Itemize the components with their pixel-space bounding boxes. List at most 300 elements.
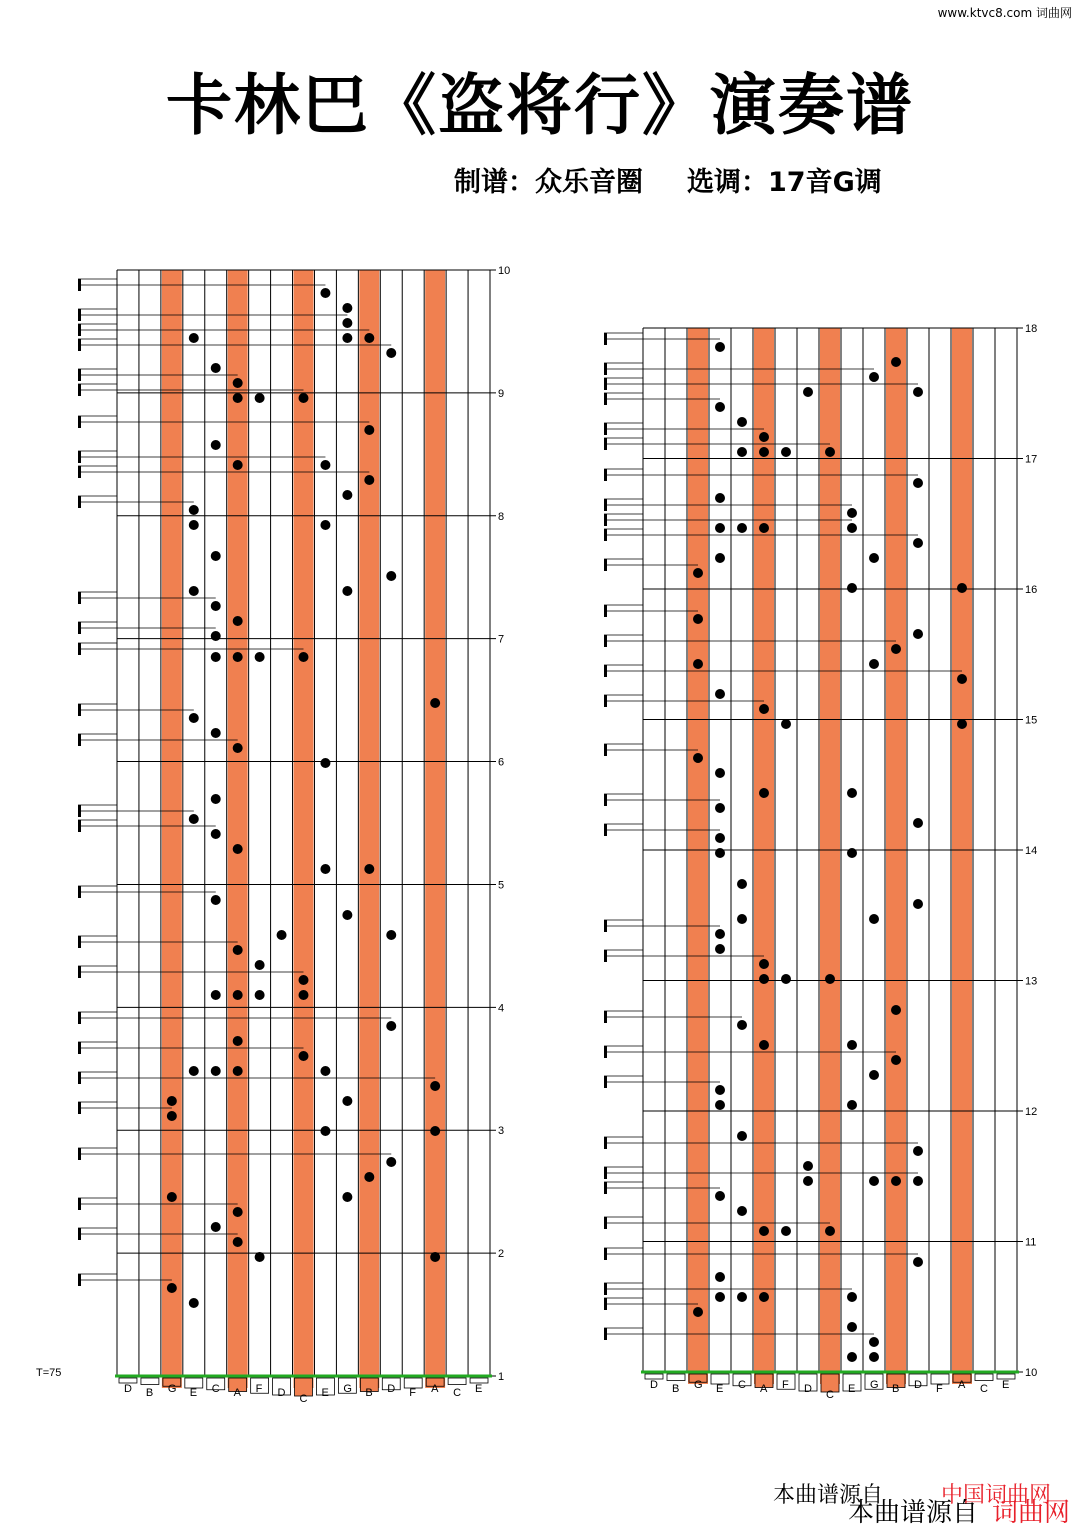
right-staff-rhythm-mark: [604, 635, 607, 647]
right-staff-note-dot: [737, 1206, 747, 1216]
left-staff-note-dot: [233, 743, 243, 753]
left-staff-note-dot: [233, 945, 243, 955]
left-staff-measure-number: 1: [498, 1371, 505, 1383]
right-staff-note-dot: [715, 402, 725, 412]
left-staff-rhythm-mark: [78, 622, 81, 634]
right-staff-measure-number: 18: [1025, 323, 1038, 335]
left-staff-measure-number: 5: [498, 879, 505, 892]
right-staff-rhythm-mark: [604, 695, 607, 707]
left-staff-note-dot: [364, 333, 374, 343]
left-staff-key-letter: C: [453, 1387, 462, 1399]
right-staff-note-dot: [781, 974, 791, 984]
left-staff-note-dot: [364, 1172, 374, 1182]
right-staff-note-dot: [891, 1176, 901, 1186]
right-staff-key-letter: B: [672, 1383, 680, 1395]
left-staff-note-dot: [342, 303, 352, 313]
left-staff-note-dot: [211, 652, 221, 662]
left-staff-note-dot: [233, 652, 243, 662]
left-staff-rhythm-mark: [78, 805, 81, 817]
left-staff-note-dot: [320, 1126, 330, 1136]
right-staff-note-dot: [803, 387, 813, 397]
left-staff-key-tip: [141, 1378, 159, 1385]
left-staff-key-tip: [448, 1378, 466, 1385]
right-staff-note-dot: [803, 1176, 813, 1186]
right-staff-rhythm-mark: [604, 1328, 607, 1340]
left-staff-rhythm-mark: [78, 1148, 81, 1160]
left-staff-rhythm-mark: [78, 324, 81, 336]
right-staff-note-dot: [825, 1226, 835, 1236]
left-staff-highlight-tine: [359, 270, 379, 1388]
right-staff-note-dot: [759, 432, 769, 442]
right-staff-rhythm-mark: [604, 1298, 607, 1310]
left-staff-highlight-tine: [228, 270, 248, 1388]
left-staff-rhythm-mark: [78, 369, 81, 381]
left-staff-note-dot: [255, 393, 265, 403]
source-site-link[interactable]: 词曲网: [992, 1498, 1071, 1528]
left-staff-rhythm-mark: [78, 451, 81, 463]
page-title: 卡林巴《盗将行》演奏谱: [166, 67, 914, 144]
left-staff-note-dot: [211, 363, 221, 373]
left-staff-note-dot: [299, 393, 309, 403]
left-staff-note-dot: [233, 1066, 243, 1076]
left-staff-note-dot: [211, 1066, 221, 1076]
right-staff-note-dot: [759, 523, 769, 533]
right-staff-note-dot: [957, 583, 967, 593]
right-staff-key-letter: D: [650, 1379, 658, 1391]
source-ghost-text: 本曲谱源自: [773, 1483, 884, 1508]
right-staff-note-dot: [737, 1131, 747, 1141]
right-staff-key-tip: [975, 1374, 993, 1381]
right-staff-note-dot: [715, 689, 725, 699]
right-staff-note-dot: [913, 818, 923, 828]
left-staff-note-dot: [386, 571, 396, 581]
right-staff-key-letter: B: [892, 1383, 900, 1395]
left-staff-key-letter: F: [255, 1383, 263, 1395]
left-staff-note-dot: [342, 490, 352, 500]
left-staff-note-dot: [299, 1051, 309, 1061]
left-staff-note-dot: [320, 1066, 330, 1076]
key-selection: 选调：17音G调: [687, 167, 882, 198]
left-staff-rhythm-mark: [78, 384, 81, 396]
right-staff-key-letter: F: [782, 1379, 789, 1391]
right-staff-note-dot: [913, 1176, 923, 1186]
left-staff-note-dot: [233, 616, 243, 626]
right-staff-note-dot: [869, 553, 879, 563]
left-staff-note-dot: [342, 318, 352, 328]
right-staff-note-dot: [715, 553, 725, 563]
right-staff-note-dot: [715, 944, 725, 954]
left-staff-note-dot: [211, 1222, 221, 1232]
left-staff-note-dot: [189, 1066, 199, 1076]
right-staff-note-dot: [913, 629, 923, 639]
right-staff-note-dot: [715, 1272, 725, 1282]
tempo-marking: T=75: [36, 1367, 62, 1379]
right-staff-note-dot: [759, 1292, 769, 1302]
right-staff-note-dot: [737, 1292, 747, 1302]
left-staff-key-letter: D: [387, 1383, 396, 1395]
left-staff-key-letter: D: [277, 1387, 286, 1399]
right-staff-rhythm-mark: [604, 950, 607, 962]
right-staff-rhythm-mark: [604, 1076, 607, 1088]
left-staff-key-letter: C: [299, 1393, 308, 1405]
left-staff-note-dot: [167, 1192, 177, 1202]
right-staff-note-dot: [715, 342, 725, 352]
left-staff-note-dot: [189, 713, 199, 723]
right-staff-note-dot: [715, 1191, 725, 1201]
left-staff-note-dot: [211, 895, 221, 905]
left-staff-measure-number: 2: [498, 1248, 505, 1261]
left-staff-key-letter: C: [211, 1383, 220, 1395]
right-staff-note-dot: [781, 719, 791, 729]
right-staff-note-dot: [847, 1040, 857, 1050]
right-staff-key-letter: E: [716, 1383, 724, 1395]
left-staff-rhythm-mark: [78, 309, 81, 321]
right-staff-note-dot: [825, 974, 835, 984]
left-staff-note-dot: [211, 794, 221, 804]
right-staff-note-dot: [693, 1307, 703, 1317]
right-staff-note-dot: [715, 803, 725, 813]
right-staff-note-dot: [737, 914, 747, 924]
right-staff-key-letter: E: [1002, 1379, 1010, 1391]
right-staff-note-dot: [759, 959, 769, 969]
right-staff-measure-number: 14: [1025, 845, 1038, 857]
right-staff-note-dot: [869, 372, 879, 382]
right-staff-note-dot: [693, 614, 703, 624]
right-staff-rhythm-mark: [604, 423, 607, 435]
left-staff-note-dot: [277, 930, 287, 940]
right-staff-rhythm-mark: [604, 378, 607, 390]
left-staff-note-dot: [386, 348, 396, 358]
left-staff-rhythm-mark: [78, 466, 81, 478]
right-staff-note-dot: [715, 523, 725, 533]
right-staff-note-dot: [847, 788, 857, 798]
left-staff-note-dot: [364, 425, 374, 435]
right-staff-note-dot: [869, 1337, 879, 1347]
left-staff-note-dot: [342, 910, 352, 920]
maker-credit: 制谱：众乐音圈: [454, 167, 643, 198]
left-staff-rhythm-mark: [78, 1072, 81, 1084]
right-staff-rhythm-mark: [604, 744, 607, 756]
left-staff-measure-number: 9: [498, 387, 505, 400]
right-staff-note-dot: [891, 1055, 901, 1065]
right-staff-rhythm-mark: [604, 665, 607, 677]
right-staff-rhythm-mark: [604, 529, 607, 541]
right-staff-measure-number: 17: [1025, 453, 1038, 466]
right-staff-key-letter: C: [738, 1379, 746, 1391]
left-staff-note-dot: [211, 551, 221, 561]
right-staff-note-dot: [737, 523, 747, 533]
left-staff-note-dot: [299, 975, 309, 985]
left-staff-note-dot: [211, 631, 221, 641]
right-staff-note-dot: [913, 1146, 923, 1156]
source-notice: [848, 1492, 1070, 1529]
right-staff-key-letter: A: [760, 1383, 768, 1395]
right-staff-rhythm-mark: [604, 794, 607, 806]
right-staff-note-dot: [913, 478, 923, 488]
right-staff-note-dot: [869, 1352, 879, 1362]
left-staff-note-dot: [342, 333, 352, 343]
right-staff-note-dot: [847, 848, 857, 858]
left-staff-measure-number: 8: [498, 510, 505, 523]
right-staff-note-dot: [957, 719, 967, 729]
left-staff-note-dot: [320, 288, 330, 298]
right-staff-rhythm-mark: [604, 1046, 607, 1058]
right-staff-key-letter: A: [958, 1379, 966, 1391]
right-staff-key-letter: G: [870, 1379, 879, 1391]
left-staff-rhythm-mark: [78, 1042, 81, 1054]
right-staff-key-letter: D: [914, 1379, 922, 1391]
left-staff-note-dot: [189, 586, 199, 596]
left-staff-note-dot: [167, 1283, 177, 1293]
left-staff-key-letter: E: [321, 1387, 329, 1399]
right-staff-rhythm-mark: [604, 514, 607, 526]
left-staff-rhythm-mark: [78, 936, 81, 948]
left-staff-key-letter: D: [123, 1383, 132, 1395]
right-staff-note-dot: [847, 508, 857, 518]
right-staff-note-dot: [715, 493, 725, 503]
left-staff-note-dot: [255, 652, 265, 662]
left-staff-rhythm-mark: [78, 1274, 81, 1286]
right-staff-rhythm-mark: [604, 363, 607, 375]
left-staff-note-dot: [430, 1252, 440, 1262]
right-staff-note-dot: [715, 1085, 725, 1095]
left-staff-note-dot: [233, 378, 243, 388]
left-staff-key-letter: G: [343, 1383, 352, 1395]
right-staff-rhythm-mark: [604, 1182, 607, 1194]
left-staff-key-letter: F: [409, 1387, 416, 1399]
left-staff-note-dot: [233, 460, 243, 470]
source-ghost-site: 中国词曲网: [941, 1483, 1052, 1508]
left-staff-rhythm-mark: [78, 704, 81, 716]
right-staff-rhythm-mark: [604, 438, 607, 450]
right-staff-note-dot: [693, 659, 703, 669]
right-staff-note-dot: [715, 833, 725, 843]
right-staff-rhythm-mark: [604, 1167, 607, 1179]
right-staff-measure-number: 13: [1025, 975, 1038, 988]
left-staff-note-dot: [255, 1252, 265, 1262]
right-staff-rhythm-mark: [604, 469, 607, 481]
right-staff-measure-number: 10: [1025, 1367, 1038, 1379]
right-staff-note-dot: [781, 1226, 791, 1236]
right-staff-rhythm-mark: [604, 1217, 607, 1229]
left-staff-note-dot: [167, 1111, 177, 1121]
left-staff-note-dot: [211, 601, 221, 611]
left-staff-note-dot: [233, 1207, 243, 1217]
right-staff-note-dot: [847, 1352, 857, 1362]
right-staff-note-dot: [781, 447, 791, 457]
right-staff-note-dot: [759, 704, 769, 714]
right-staff-note-dot: [715, 768, 725, 778]
left-staff-key-letter: E: [475, 1383, 483, 1395]
left-staff-note-dot: [167, 1096, 177, 1106]
right-staff-note-dot: [913, 538, 923, 548]
left-staff-note-dot: [233, 990, 243, 1000]
left-staff-key-letter: E: [189, 1387, 198, 1399]
left-staff-rhythm-mark: [78, 1198, 81, 1210]
left-staff-rhythm-mark: [78, 496, 81, 508]
right-staff-key-letter: C: [826, 1389, 834, 1401]
left-staff-highlight-tine: [294, 270, 314, 1388]
right-staff-key-letter: F: [936, 1383, 943, 1395]
left-staff-note-dot: [430, 698, 440, 708]
right-staff-highlight-tine: [952, 328, 972, 1384]
left-staff-key-letter: A: [431, 1383, 439, 1395]
left-staff-note-dot: [320, 864, 330, 874]
right-staff-note-dot: [737, 417, 747, 427]
left-staff-key-letter: A: [233, 1387, 242, 1399]
left-staff-note-dot: [342, 1096, 352, 1106]
right-staff-measure-number: 12: [1025, 1106, 1038, 1118]
right-staff-note-dot: [957, 674, 967, 684]
right-staff-note-dot: [737, 879, 747, 889]
left-staff-measure-number: 3: [498, 1125, 505, 1138]
left-staff-note-dot: [189, 333, 199, 343]
right-staff-note-dot: [869, 659, 879, 669]
left-staff-note-dot: [233, 844, 243, 854]
left-staff-rhythm-mark: [78, 966, 81, 978]
right-staff-note-dot: [715, 848, 725, 858]
right-staff-measure-number: 15: [1025, 714, 1038, 727]
left-staff-note-dot: [189, 505, 199, 515]
left-staff-note-dot: [430, 1081, 440, 1091]
right-staff-rhythm-mark: [604, 333, 607, 345]
left-staff-rhythm-mark: [78, 592, 81, 604]
left-staff-note-dot: [299, 652, 309, 662]
right-staff-note-dot: [803, 1161, 813, 1171]
right-staff-key-letter: G: [694, 1379, 703, 1391]
left-staff-note-dot: [211, 990, 221, 1000]
left-staff-rhythm-mark: [78, 643, 81, 655]
right-staff-note-dot: [891, 357, 901, 367]
left-staff-note-dot: [255, 990, 265, 1000]
right-staff-note-dot: [759, 447, 769, 457]
right-staff-note-dot: [737, 447, 747, 457]
left-staff-key-letter: B: [145, 1387, 154, 1399]
right-staff-rhythm-mark: [604, 393, 607, 405]
right-staff-note-dot: [913, 899, 923, 909]
right-staff-highlight-tine: [754, 328, 774, 1384]
right-staff-note-dot: [891, 1005, 901, 1015]
left-staff-rhythm-mark: [78, 734, 81, 746]
left-staff-note-dot: [233, 1036, 243, 1046]
right-staff-rhythm-mark: [604, 499, 607, 511]
left-staff-key-letter: B: [365, 1387, 373, 1399]
left-staff-note-dot: [320, 520, 330, 530]
right-staff-note-dot: [869, 1176, 879, 1186]
left-staff-rhythm-mark: [78, 820, 81, 832]
left-staff-note-dot: [189, 1298, 199, 1308]
left-staff-note-dot: [255, 960, 265, 970]
left-staff-measure-number: 7: [498, 633, 505, 646]
right-staff-note-dot: [913, 1257, 923, 1267]
left-staff-note-dot: [342, 586, 352, 596]
right-staff-note-dot: [847, 1100, 857, 1110]
right-staff-note-dot: [891, 644, 901, 654]
right-staff-note-dot: [759, 1226, 769, 1236]
right-staff-rhythm-mark: [604, 824, 607, 836]
left-staff-note-dot: [320, 460, 330, 470]
right-staff-rhythm-mark: [604, 1283, 607, 1295]
left-staff-note-dot: [233, 393, 243, 403]
right-staff-note-dot: [847, 1322, 857, 1332]
right-staff-note-dot: [847, 1292, 857, 1302]
left-staff-rhythm-mark: [78, 279, 81, 291]
right-staff-rhythm-mark: [604, 605, 607, 617]
left-staff-note-dot: [211, 440, 221, 450]
right-staff-note-dot: [759, 788, 769, 798]
right-staff-measure-number: 16: [1025, 584, 1038, 596]
right-staff-note-dot: [759, 974, 769, 984]
right-staff-rhythm-mark: [604, 920, 607, 932]
right-staff-rhythm-mark: [604, 1248, 607, 1260]
site-url[interactable]: www.ktvc8.com 词曲网: [937, 6, 1072, 20]
right-staff-note-dot: [693, 753, 703, 763]
right-staff-note-dot: [715, 1100, 725, 1110]
right-staff-note-dot: [847, 523, 857, 533]
left-staff-note-dot: [386, 1157, 396, 1167]
left-staff-note-dot: [233, 1237, 243, 1247]
right-staff-note-dot: [715, 1292, 725, 1302]
left-staff-rhythm-mark: [78, 339, 81, 351]
left-staff-rhythm-mark: [78, 886, 81, 898]
right-staff-rhythm-mark: [604, 559, 607, 571]
left-staff-note-dot: [189, 814, 199, 824]
right-staff-note-dot: [715, 929, 725, 939]
left-staff-note-dot: [342, 1192, 352, 1202]
right-staff-measure-number: 11: [1025, 1236, 1037, 1249]
left-staff-note-dot: [211, 829, 221, 839]
left-staff-rhythm-mark: [78, 416, 81, 428]
left-staff-note-dot: [386, 930, 396, 940]
left-staff-highlight-tine: [162, 270, 182, 1388]
right-staff-key-letter: E: [848, 1383, 856, 1395]
right-staff-note-dot: [825, 447, 835, 457]
right-staff-note-dot: [693, 568, 703, 578]
left-staff-rhythm-mark: [78, 1012, 81, 1024]
left-staff-note-dot: [189, 520, 199, 530]
left-staff-key-letter: G: [167, 1383, 177, 1395]
right-staff-key-letter: C: [980, 1383, 988, 1395]
source-text: 本曲谱源自: [848, 1498, 979, 1528]
left-staff-note-dot: [430, 1126, 440, 1136]
left-staff-note-dot: [364, 475, 374, 485]
left-staff-note-dot: [320, 758, 330, 768]
right-staff-note-dot: [869, 1070, 879, 1080]
left-staff-measure-number: 10: [498, 265, 511, 277]
right-staff-highlight-tine: [820, 328, 840, 1384]
right-staff-key-tip: [667, 1374, 685, 1381]
left-staff-note-dot: [211, 728, 221, 738]
right-staff-note-dot: [847, 583, 857, 593]
right-staff-highlight-tine: [688, 328, 708, 1384]
left-staff-measure-number: 6: [498, 756, 505, 769]
left-staff-measure-number: 4: [498, 1002, 505, 1015]
right-staff-note-dot: [737, 1020, 747, 1030]
left-staff-rhythm-mark: [78, 1102, 81, 1114]
left-staff-note-dot: [299, 990, 309, 1000]
right-staff-rhythm-mark: [604, 1137, 607, 1149]
left-staff-note-dot: [386, 1021, 396, 1031]
right-staff-note-dot: [913, 387, 923, 397]
right-staff-note-dot: [869, 914, 879, 924]
left-staff-note-dot: [364, 864, 374, 874]
right-staff-rhythm-mark: [604, 1011, 607, 1023]
left-staff-rhythm-mark: [78, 1228, 81, 1240]
left-staff-highlight-tine: [425, 270, 445, 1388]
right-staff-note-dot: [759, 1040, 769, 1050]
right-staff-key-letter: D: [804, 1383, 812, 1395]
right-staff-highlight-tine: [886, 328, 906, 1384]
